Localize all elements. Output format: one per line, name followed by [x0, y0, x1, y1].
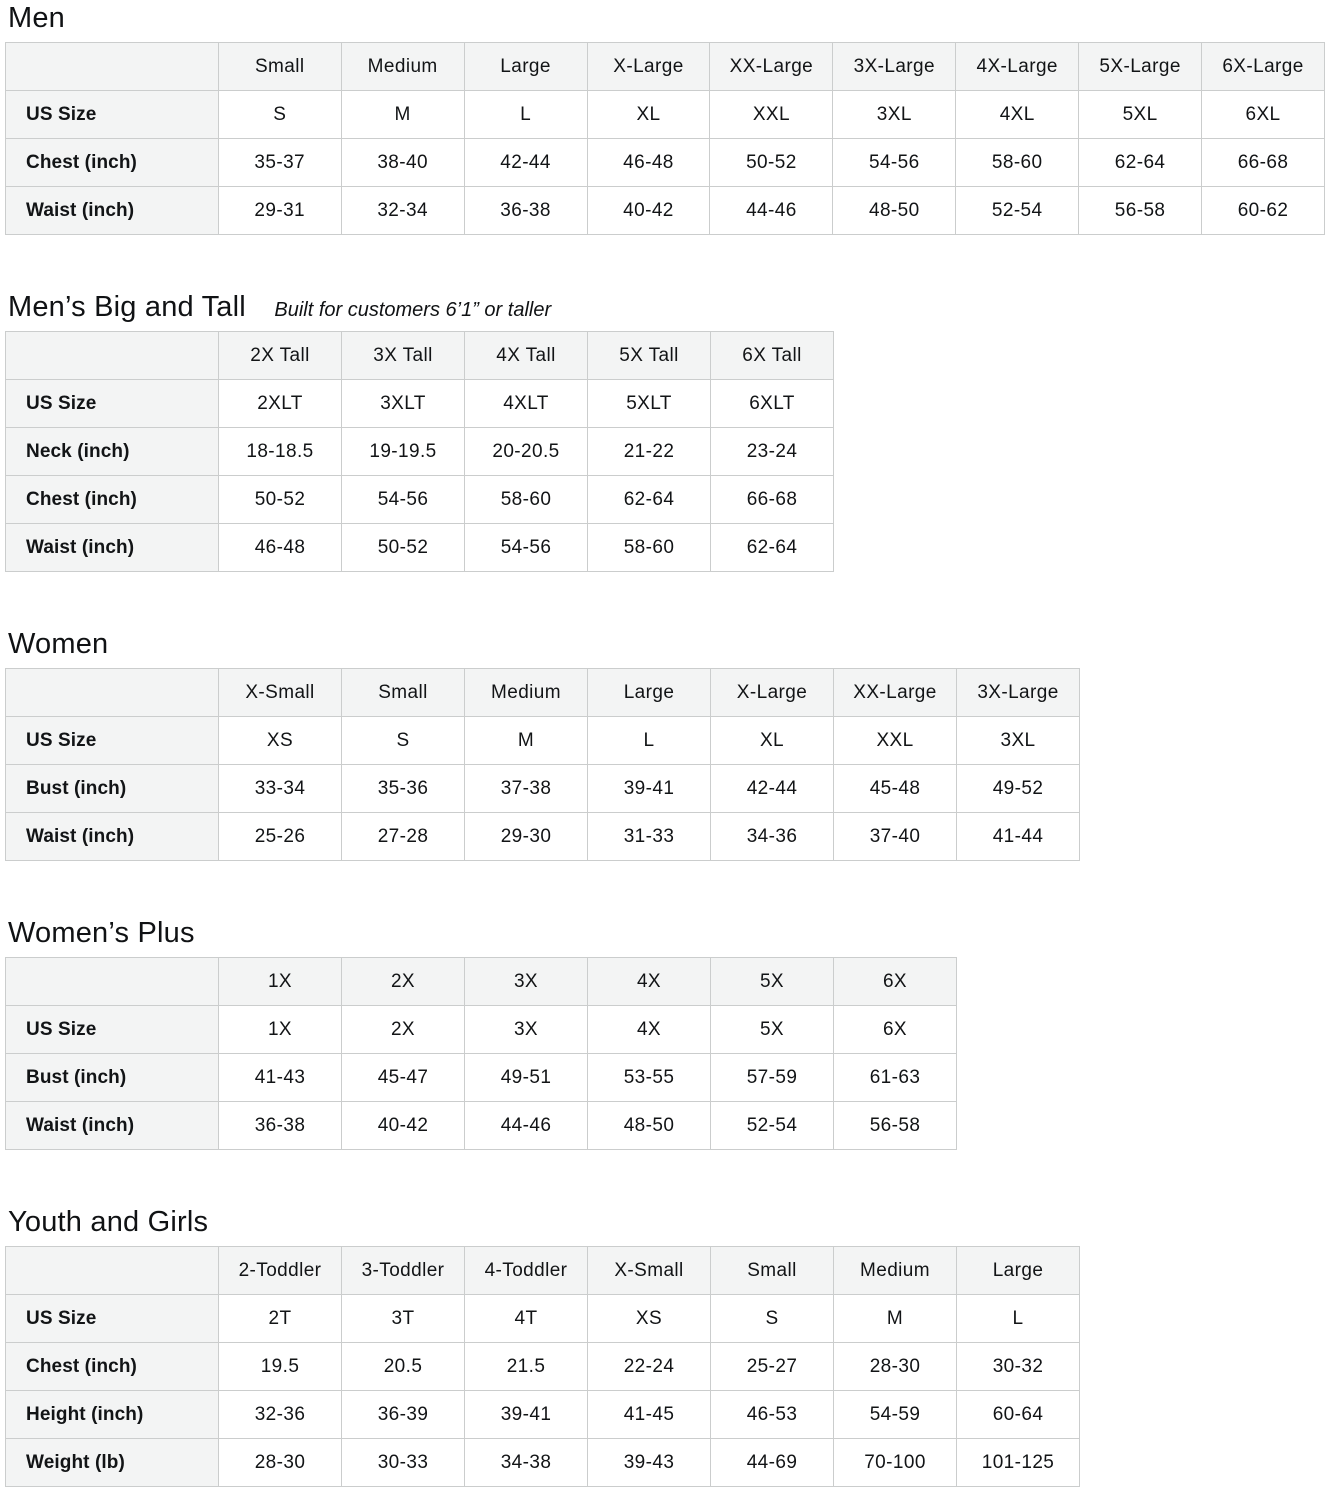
size-cell: 29-31	[218, 187, 341, 235]
column-header: Large	[957, 1247, 1080, 1295]
size-cell: 3T	[342, 1295, 465, 1343]
size-cell: 25-27	[711, 1343, 834, 1391]
size-cell: 21.5	[465, 1343, 588, 1391]
column-header: 3X	[465, 958, 588, 1006]
size-cell: 44-46	[465, 1102, 588, 1150]
size-cell: 33-34	[219, 765, 342, 813]
row-label: Bust (inch)	[6, 765, 219, 813]
section-women	[5, 628, 1325, 861]
corner-cell	[6, 43, 219, 91]
size-cell: 28-30	[834, 1343, 957, 1391]
size-cell: 53-55	[588, 1054, 711, 1102]
column-header: Small	[711, 1247, 834, 1295]
size-cell: 50-52	[342, 524, 465, 572]
section-title-youth-and-girls: Youth and Girls	[8, 1206, 209, 1238]
size-cell: 3XL	[833, 91, 956, 139]
size-cell: 36-39	[342, 1391, 465, 1439]
column-header: 2X Tall	[219, 332, 342, 380]
size-cell: 45-47	[342, 1054, 465, 1102]
header-row	[6, 43, 1325, 91]
size-cell: 18-18.5	[219, 428, 342, 476]
size-cell: 42-44	[711, 765, 834, 813]
size-cell: 52-54	[956, 187, 1079, 235]
size-cell: 40-42	[587, 187, 710, 235]
men-big-tall-size-table	[5, 331, 834, 572]
header-row	[6, 669, 1080, 717]
table-row	[6, 1102, 957, 1150]
row-label: US Size	[6, 717, 219, 765]
table-row	[6, 428, 834, 476]
youth-girls-size-table	[5, 1246, 1080, 1487]
table-row	[6, 1006, 957, 1054]
size-cell: 46-48	[587, 139, 710, 187]
column-header: XX-Large	[710, 43, 833, 91]
header-row	[6, 1247, 1080, 1295]
column-header: 4-Toddler	[465, 1247, 588, 1295]
table-row	[6, 187, 1325, 235]
column-header: 4X Tall	[465, 332, 588, 380]
size-cell: 4XL	[956, 91, 1079, 139]
column-header: 3-Toddler	[342, 1247, 465, 1295]
men-size-table	[5, 42, 1325, 235]
column-header: 2X	[342, 958, 465, 1006]
size-cell: L	[957, 1295, 1080, 1343]
column-header: Large	[464, 43, 587, 91]
row-label: Chest (inch)	[6, 139, 219, 187]
womens-plus-size-table	[5, 957, 957, 1150]
column-header: 3X-Large	[833, 43, 956, 91]
size-cell: XL	[587, 91, 710, 139]
row-label: Chest (inch)	[6, 1343, 219, 1391]
column-header: 5X	[711, 958, 834, 1006]
column-header: 4X-Large	[956, 43, 1079, 91]
table-row	[6, 1054, 957, 1102]
women-size-table	[5, 668, 1080, 861]
size-cell: 27-28	[342, 813, 465, 861]
table-row	[6, 765, 1080, 813]
size-cell: 62-64	[1079, 139, 1202, 187]
size-cell: S	[711, 1295, 834, 1343]
size-cell: XL	[711, 717, 834, 765]
size-cell: M	[465, 717, 588, 765]
size-cell: 48-50	[588, 1102, 711, 1150]
size-cell: 56-58	[834, 1102, 957, 1150]
row-label: Weight (lb)	[6, 1439, 219, 1487]
corner-cell	[6, 1247, 219, 1295]
row-label: US Size	[6, 91, 219, 139]
size-cell: 66-68	[1202, 139, 1325, 187]
table-row	[6, 1295, 1080, 1343]
size-cell: 28-30	[219, 1439, 342, 1487]
size-cell: 49-52	[957, 765, 1080, 813]
size-cell: 5XL	[1079, 91, 1202, 139]
row-label: US Size	[6, 380, 219, 428]
column-header: 6X-Large	[1202, 43, 1325, 91]
header-row	[6, 958, 957, 1006]
column-header: XX-Large	[834, 669, 957, 717]
size-cell: 50-52	[710, 139, 833, 187]
size-cell: XXL	[710, 91, 833, 139]
size-cell: 5X	[711, 1006, 834, 1054]
size-cell: L	[464, 91, 587, 139]
size-cell: 35-37	[218, 139, 341, 187]
table-row	[6, 380, 834, 428]
column-header: 6X Tall	[711, 332, 834, 380]
column-header: Medium	[465, 669, 588, 717]
size-cell: L	[588, 717, 711, 765]
section-men-title-row	[8, 2, 1325, 35]
column-header: 6X	[834, 958, 957, 1006]
size-cell: 66-68	[711, 476, 834, 524]
size-cell: 37-40	[834, 813, 957, 861]
section-title-men: Men	[8, 2, 66, 34]
corner-cell	[6, 669, 219, 717]
size-cell: 21-22	[588, 428, 711, 476]
row-label: Waist (inch)	[6, 187, 219, 235]
size-cell: 56-58	[1079, 187, 1202, 235]
column-header: X-Large	[587, 43, 710, 91]
row-label: US Size	[6, 1295, 219, 1343]
size-cell: 45-48	[834, 765, 957, 813]
size-cell: 39-43	[588, 1439, 711, 1487]
size-cell: 22-24	[588, 1343, 711, 1391]
size-cell: 52-54	[711, 1102, 834, 1150]
section-youth-and-girls	[5, 1206, 1325, 1487]
column-header: Small	[218, 43, 341, 91]
size-cell: 54-59	[834, 1391, 957, 1439]
size-cell: 31-33	[588, 813, 711, 861]
column-header: 5X-Large	[1079, 43, 1202, 91]
section-womens-plus	[5, 917, 1325, 1150]
size-cell: 4XLT	[465, 380, 588, 428]
size-cell: 101-125	[957, 1439, 1080, 1487]
table-row	[6, 717, 1080, 765]
size-cell: 38-40	[341, 139, 464, 187]
size-cell: 50-52	[219, 476, 342, 524]
table-row	[6, 1439, 1080, 1487]
table-row	[6, 1391, 1080, 1439]
size-cell: 58-60	[588, 524, 711, 572]
column-header: Large	[588, 669, 711, 717]
row-label: Bust (inch)	[6, 1054, 219, 1102]
table-row	[6, 813, 1080, 861]
size-cell: 48-50	[833, 187, 956, 235]
size-cell: XS	[219, 717, 342, 765]
size-cell: 41-44	[957, 813, 1080, 861]
size-cell: 60-62	[1202, 187, 1325, 235]
size-cell: 30-33	[342, 1439, 465, 1487]
size-cell: 54-56	[833, 139, 956, 187]
column-header: 4X	[588, 958, 711, 1006]
size-cell: 60-64	[957, 1391, 1080, 1439]
section-womens-plus-title-row	[8, 917, 1325, 950]
column-header: X-Small	[219, 669, 342, 717]
size-cell: 54-56	[465, 524, 588, 572]
column-header: 3X Tall	[342, 332, 465, 380]
size-cell: 3XLT	[342, 380, 465, 428]
size-cell: 44-46	[710, 187, 833, 235]
size-cell: 49-51	[465, 1054, 588, 1102]
row-label: Waist (inch)	[6, 524, 219, 572]
section-women-title-row	[8, 628, 1325, 661]
row-label: Chest (inch)	[6, 476, 219, 524]
size-cell: 3XL	[957, 717, 1080, 765]
table-row	[6, 1343, 1080, 1391]
size-cell: 5XLT	[588, 380, 711, 428]
table-row	[6, 139, 1325, 187]
size-cell: 6XL	[1202, 91, 1325, 139]
size-cell: 6X	[834, 1006, 957, 1054]
size-cell: 46-48	[219, 524, 342, 572]
column-header: 5X Tall	[588, 332, 711, 380]
size-cell: 6XLT	[711, 380, 834, 428]
size-cell: XXL	[834, 717, 957, 765]
row-label: Neck (inch)	[6, 428, 219, 476]
column-header: 2-Toddler	[219, 1247, 342, 1295]
row-label: Height (inch)	[6, 1391, 219, 1439]
column-header: X-Large	[711, 669, 834, 717]
size-cell: 19.5	[219, 1343, 342, 1391]
column-header: Small	[342, 669, 465, 717]
size-cell: 2X	[342, 1006, 465, 1054]
size-cell: 41-43	[219, 1054, 342, 1102]
table-row	[6, 524, 834, 572]
size-cell: 41-45	[588, 1391, 711, 1439]
corner-cell	[6, 958, 219, 1006]
size-cell: 20-20.5	[465, 428, 588, 476]
size-cell: XS	[588, 1295, 711, 1343]
size-cell: 32-36	[219, 1391, 342, 1439]
column-header: X-Small	[588, 1247, 711, 1295]
size-cell: 58-60	[956, 139, 1079, 187]
size-cell: S	[218, 91, 341, 139]
size-cell: 62-64	[588, 476, 711, 524]
section-title-men-big-and-tall: Men’s Big and Tall	[8, 291, 246, 323]
size-cell: 44-69	[711, 1439, 834, 1487]
section-youth-title-row	[8, 1206, 1325, 1239]
size-cell: 36-38	[464, 187, 587, 235]
section-subtitle-big-tall: Built for customers 6’1” or taller	[274, 299, 552, 321]
column-header: Medium	[341, 43, 464, 91]
size-cell: 25-26	[219, 813, 342, 861]
size-cell: 35-36	[342, 765, 465, 813]
size-cell: S	[342, 717, 465, 765]
size-cell: 61-63	[834, 1054, 957, 1102]
row-label: US Size	[6, 1006, 219, 1054]
size-cell: 3X	[465, 1006, 588, 1054]
row-label: Waist (inch)	[6, 1102, 219, 1150]
column-header: 1X	[219, 958, 342, 1006]
size-cell: 46-53	[711, 1391, 834, 1439]
header-row	[6, 332, 834, 380]
size-cell: 29-30	[465, 813, 588, 861]
size-cell: 34-38	[465, 1439, 588, 1487]
size-cell: 36-38	[219, 1102, 342, 1150]
size-cell: 2XLT	[219, 380, 342, 428]
size-cell: 40-42	[342, 1102, 465, 1150]
size-cell: 4X	[588, 1006, 711, 1054]
size-cell: 32-34	[341, 187, 464, 235]
size-cell: 4T	[465, 1295, 588, 1343]
size-cell: 34-36	[711, 813, 834, 861]
size-cell: 2T	[219, 1295, 342, 1343]
size-cell: 57-59	[711, 1054, 834, 1102]
corner-cell	[6, 332, 219, 380]
section-title-women: Women	[8, 628, 109, 660]
size-cell: 54-56	[342, 476, 465, 524]
section-title-womens-plus: Women’s Plus	[8, 917, 195, 949]
size-cell: 23-24	[711, 428, 834, 476]
size-cell: 1X	[219, 1006, 342, 1054]
size-cell: 19-19.5	[342, 428, 465, 476]
section-men	[5, 2, 1325, 235]
size-cell: 37-38	[465, 765, 588, 813]
size-cell: 42-44	[464, 139, 587, 187]
row-label: Waist (inch)	[6, 813, 219, 861]
column-header: 3X-Large	[957, 669, 1080, 717]
size-cell: 20.5	[342, 1343, 465, 1391]
table-row	[6, 91, 1325, 139]
section-men-big-and-tall	[5, 291, 1325, 572]
size-cell: 62-64	[711, 524, 834, 572]
section-big-tall-title-row	[8, 291, 1325, 324]
size-cell: M	[834, 1295, 957, 1343]
size-cell: 39-41	[588, 765, 711, 813]
size-cell: 70-100	[834, 1439, 957, 1487]
size-cell: 39-41	[465, 1391, 588, 1439]
size-cell: 30-32	[957, 1343, 1080, 1391]
table-row	[6, 476, 834, 524]
column-header: Medium	[834, 1247, 957, 1295]
size-cell: M	[341, 91, 464, 139]
size-cell: 58-60	[465, 476, 588, 524]
